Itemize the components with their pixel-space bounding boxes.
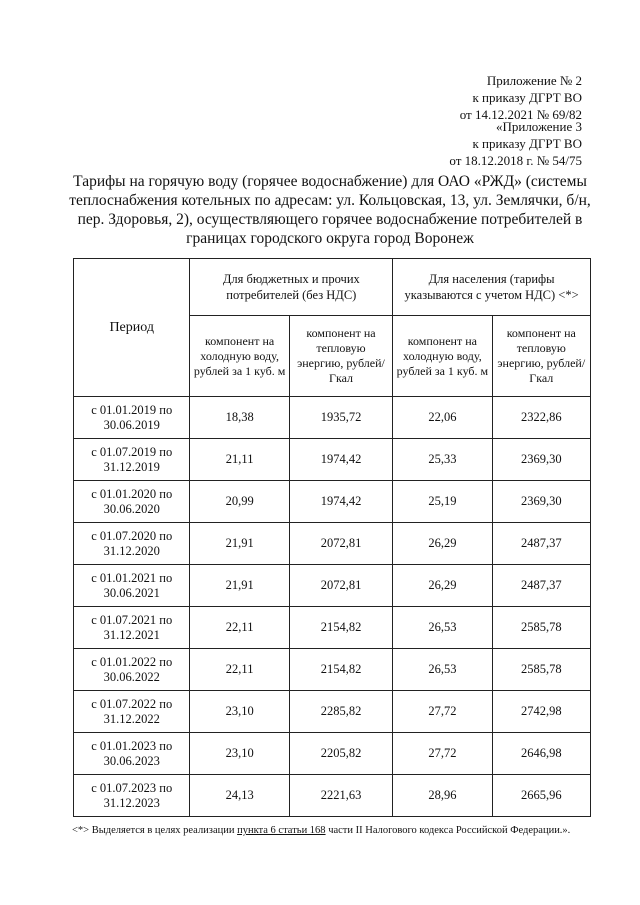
appendix-order-date: от 14.12.2021 № 69/82 [459,107,582,122]
table-row [74,523,591,565]
period-cell: с 01.07.2022 по 31.12.2022 [74,691,190,733]
period-cell: с 01.07.2019 по 31.12.2019 [74,439,190,481]
appendix-header-current [460,72,582,123]
population-heat-cell: 2369,30 [492,481,590,523]
budget-heat-cell: 2285,82 [289,691,392,733]
previous-appendix-order-ref: к приказу ДГРТ ВО [472,136,582,151]
population-cold-cell: 22,06 [393,397,492,439]
budget-heat-cell: 1974,42 [289,439,392,481]
table-row [74,649,591,691]
period-cell: с 01.07.2021 по 31.12.2021 [74,607,190,649]
budget-cold-cell: 18,38 [190,397,289,439]
population-cold-cell: 26,29 [393,565,492,607]
footnote-text-start: <*> Выделяется в целях реализации [72,825,238,836]
population-header: Для населения (тарифы указываются с учетом НДС) <*> [393,259,591,316]
budget-heat-cell: 2221,63 [289,775,392,817]
table-row [74,733,591,775]
period-column-header: Период [74,259,190,397]
population-heat-cell: 2322,86 [492,397,590,439]
budget-consumers-header: Для бюджетных и прочих потребителей (без НДС) [190,259,393,316]
appendix-order-ref: к приказу ДГРТ ВО [472,90,582,105]
period-cell: с 01.07.2020 по 31.12.2020 [74,523,190,565]
appendix-number: Приложение № 2 [486,73,582,88]
footnote [72,823,590,838]
document-title: Тарифы на горячую воду (горячее водоснабжение) для ОАО «РЖД» (системы теплоснабжения котельных по адресам: ул. Кольцовская, 13, ул. Землячки, б/н, пер. Здоровья, 2), осуществляющего горячее водоснабжение потребителей в границах городского округа город Воронеж [69,173,591,247]
population-heat-cell: 2585,78 [492,649,590,691]
budget-cold-cell: 20,99 [190,481,289,523]
tariff-table [73,258,591,817]
period-cell: с 01.01.2021 по 30.06.2021 [74,565,190,607]
previous-appendix-number: «Приложение 3 [495,119,582,134]
period-cell: с 01.01.2022 по 30.06.2022 [74,649,190,691]
period-cell: с 01.01.2020 по 30.06.2020 [74,481,190,523]
budget-heat-cell: 1974,42 [289,481,392,523]
budget-heat-cell: 2205,82 [289,733,392,775]
population-cold-cell: 27,72 [393,691,492,733]
population-cold-cell: 26,53 [393,649,492,691]
budget-heat-cell: 2154,82 [289,607,392,649]
table-row [74,775,591,817]
population-cold-cell: 27,72 [393,733,492,775]
budget-cold-cell: 21,91 [190,565,289,607]
population-heat-cell: 2585,78 [492,607,590,649]
budget-cold-water-header: компонент на холодную воду, рублей за 1 куб. м [190,316,289,397]
budget-heat-cell: 1935,72 [289,397,392,439]
population-heat-cell: 2742,98 [492,691,590,733]
budget-heat-energy-header: компонент на тепловую энергию, рублей/Гкал [289,316,392,397]
budget-heat-cell: 2072,81 [289,565,392,607]
table-row [74,607,591,649]
tax-code-reference-link[interactable]: пункта 6 статьи 168 [237,825,326,836]
population-cold-cell: 26,29 [393,523,492,565]
population-cold-cell: 26,53 [393,607,492,649]
budget-cold-cell: 21,91 [190,523,289,565]
population-heat-cell: 2369,30 [492,439,590,481]
population-cold-cell: 28,96 [393,775,492,817]
previous-appendix-order-date: от 18.12.2018 г. № 54/75 [449,153,582,168]
budget-heat-cell: 2154,82 [289,649,392,691]
population-heat-energy-header: компонент на тепловую энергию, рублей/Гкал [492,316,590,397]
appendix-header-previous [449,118,582,169]
table-row [74,691,591,733]
table-row [74,565,591,607]
population-cold-cell: 25,19 [393,481,492,523]
period-cell: с 01.01.2023 по 30.06.2023 [74,733,190,775]
population-heat-cell: 2646,98 [492,733,590,775]
population-heat-cell: 2487,37 [492,565,590,607]
table-row [74,481,591,523]
population-cold-cell: 25,33 [393,439,492,481]
footnote-text-end: части II Налогового кодекса Российской Федерации.». [325,825,571,836]
budget-cold-cell: 23,10 [190,691,289,733]
period-cell: с 01.07.2023 по 31.12.2023 [74,775,190,817]
population-cold-water-header: компонент на холодную воду, рублей за 1 куб. м [393,316,492,397]
budget-cold-cell: 22,11 [190,607,289,649]
budget-cold-cell: 23,10 [190,733,289,775]
period-cell: с 01.01.2019 по 30.06.2019 [74,397,190,439]
table-row [74,397,591,439]
budget-cold-cell: 21,11 [190,439,289,481]
population-heat-cell: 2665,96 [492,775,590,817]
budget-cold-cell: 22,11 [190,649,289,691]
table-row [74,439,591,481]
population-heat-cell: 2487,37 [492,523,590,565]
budget-heat-cell: 2072,81 [289,523,392,565]
budget-cold-cell: 24,13 [190,775,289,817]
